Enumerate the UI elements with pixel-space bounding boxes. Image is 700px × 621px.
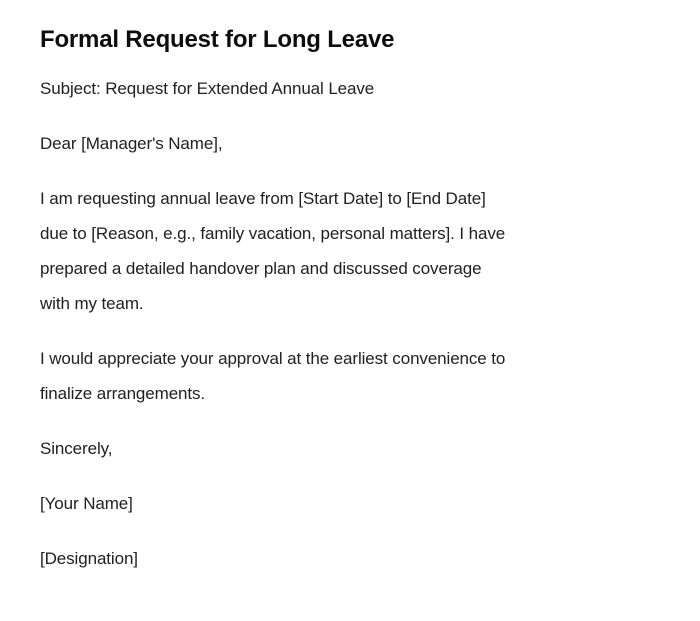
- signature-designation: [Designation]: [40, 549, 138, 568]
- salutation: Dear [Manager's Name],: [40, 134, 223, 153]
- subject-line: Subject: Request for Extended Annual Leave: [40, 79, 375, 98]
- signature-name: [Your Name]: [40, 494, 133, 513]
- paragraph-line: prepared a detailed handover plan and discussed coverage: [40, 259, 482, 278]
- page-title: Formal Request for Long Leave: [40, 26, 395, 53]
- paragraph-line: finalize arrangements.: [40, 384, 206, 403]
- paragraph-line: I am requesting annual leave from [Start Date] to [End Date]: [40, 189, 486, 208]
- paragraph-line: I would appreciate your approval at the earliest convenience to: [40, 349, 506, 368]
- body-paragraph-request: [40, 181, 660, 321]
- body-paragraph-approval: [40, 341, 660, 411]
- closing: Sincerely,: [40, 439, 113, 458]
- paragraph-line: with my team.: [40, 294, 144, 313]
- paragraph-line: due to [Reason, e.g., family vacation, personal matters]. I have: [40, 224, 506, 243]
